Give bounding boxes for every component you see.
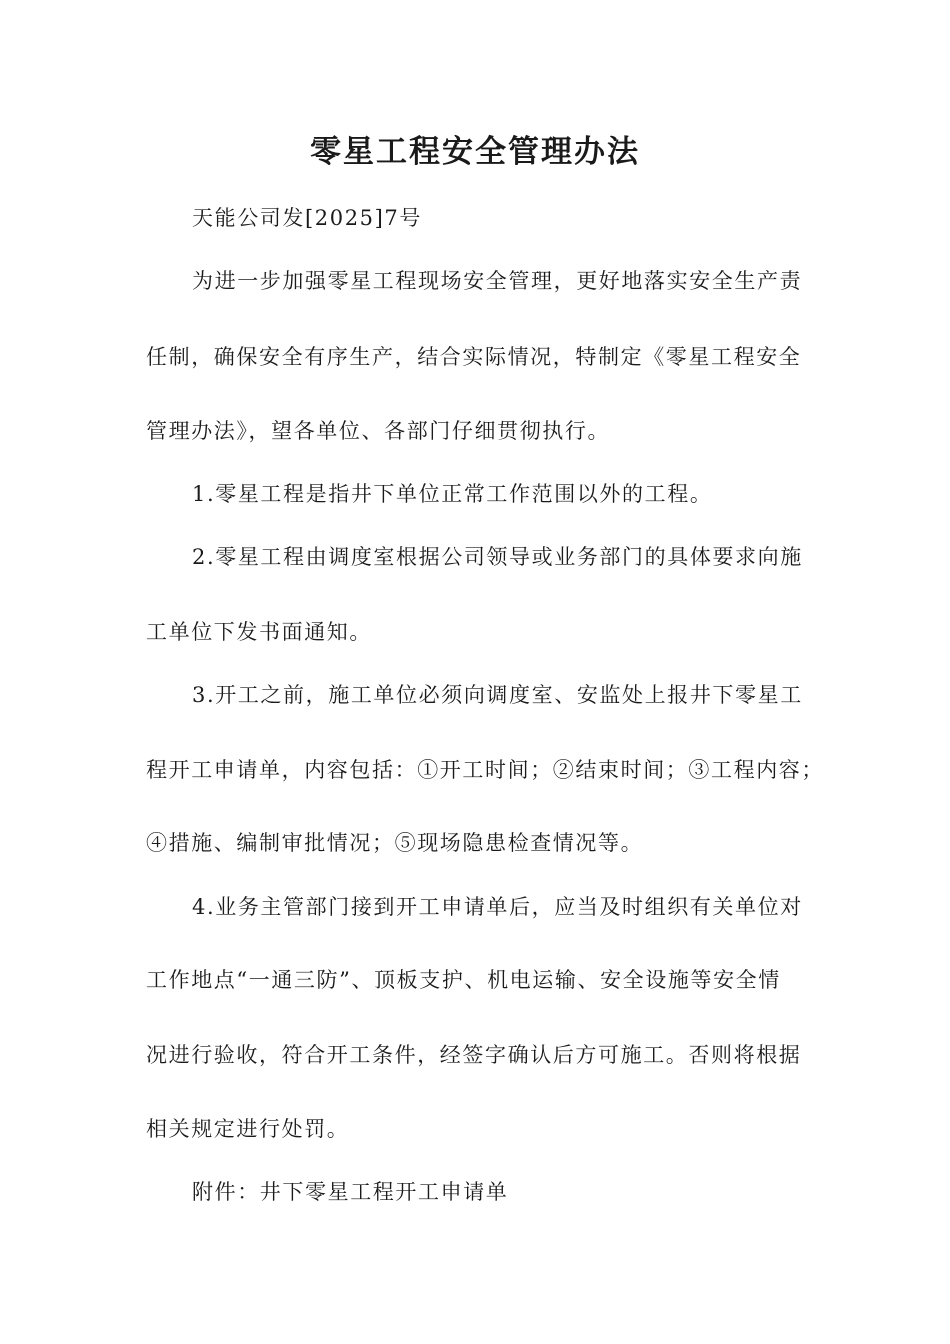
item-4-line-1: 4.业务主管部门接到开工申请单后，应当及时组织有关单位对 [192,895,803,919]
item-3-line-2: 程开工申请单，内容包括：①开工时间；②结束时间；③工程内容； [146,758,824,782]
item-2-line-2: 工单位下发书面通知。 [146,620,372,644]
attachment-line: 附件：井下零星工程开工申请单 [192,1180,509,1204]
item-3-line-1: 3.开工之前，施工单位必须向调度室、安监处上报井下零星工 [192,683,803,707]
document-number: 天能公司发[2025]7号 [192,206,422,230]
document-title: 零星工程安全管理办法 [310,134,640,170]
intro-line-3: 管理办法》，望各单位、各部门仔细贯彻执行。 [146,419,611,443]
item-2-line-1: 2.零星工程由调度室根据公司领导或业务部门的具体要求向施 [192,545,803,569]
item-4-line-2: 工作地点“一通三防”、顶板支护、机电运输、安全设施等安全情 [146,968,781,992]
item-4-line-4: 相关规定进行处罚。 [146,1117,350,1141]
item-1-line-1: 1.零星工程是指井下单位正常工作范围以外的工程。 [192,482,713,506]
item-4-line-3: 况进行验收，符合开工条件，经签字确认后方可施工。否则将根据 [146,1043,802,1067]
intro-line-2: 任制，确保安全有序生产，结合实际情况，特制定《零星工程安全 [146,345,802,369]
intro-line-1: 为进一步加强零星工程现场安全管理，更好地落实安全生产责 [192,269,803,293]
item-3-line-3: ④措施、编制审批情况；⑤现场隐患检查情况等。 [146,831,644,855]
